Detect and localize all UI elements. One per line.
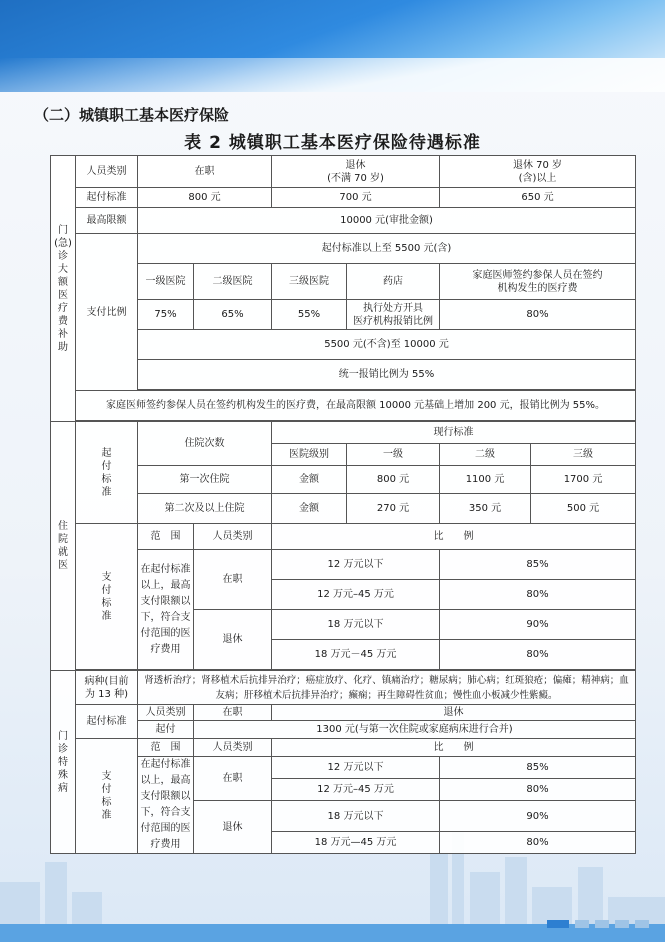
rate-row2: 80% [440,779,636,801]
scope-description: 在起付标准以上，最高支付限额以下，符合支付范围的医疗费用 [138,757,194,854]
band1-label: 起付标准以上至 5500 元(含) [138,234,636,264]
rate-level3: 55% [272,300,347,330]
range-row4: 18 万元－45 万元 [272,640,440,670]
rate-row1: 85% [440,550,636,580]
person-type-header: 人员类别 [138,705,194,721]
disease-list: 肾透析治疗；肾移植术后抗排异治疗；癌症放疗、化疗、镇痛治疗；糖尿病；肺心病；红斑狼疮；偏瘫；精神病；血友病；肝移植术后抗排异治疗；癫痫；再生障碍性贫血；慢性血小板减少性紫癜。 [138,671,636,705]
hospital-level-header: 医院级别 [272,444,347,466]
threshold-retired-under70: 700 元 [272,188,440,208]
range-row2: 12 万元–45 万元 [272,779,440,801]
first-level3-amount: 1700 元 [531,466,636,494]
start-label: 起付 [138,721,194,739]
section1-label: 门 (急) 诊 大 额 医 疗 费 补 助 [51,156,76,422]
retired-label: 退休 [194,610,272,670]
scope-header: 范 围 [138,739,194,757]
in-service-header: 在职 [194,705,272,721]
first-level1-amount: 800 元 [347,466,440,494]
page-dot [575,920,589,928]
range-row1: 12 万元以下 [272,550,440,580]
scope-description: 在起付标准以上，最高支付限额以下，符合支付范围的医疗费用 [138,550,194,670]
rate-pharmacy: 执行处方开具 医疗机构报销比例 [347,300,440,330]
admission-count-header: 住院次数 [138,422,272,466]
retired-label: 退休 [194,801,272,854]
in-service-label: 在职 [194,757,272,801]
level1-header: 一级 [347,444,440,466]
table-title: 表 2 城镇职工基本医疗保险待遇标准 [184,133,481,153]
retired-70plus-header: 退休 70 岁 (含)以上 [440,156,636,188]
amount-label: 金额 [272,494,347,524]
page-dot [635,920,649,928]
retired-under70-header: 退休 (不满 70 岁) [272,156,440,188]
rate-row1: 85% [440,757,636,779]
threshold-in-service: 800 元 [138,188,272,208]
current-standard-header: 现行标准 [272,422,636,444]
section3-label: 门 诊 特 殊 病 [51,671,76,854]
rate-level1: 75% [138,300,194,330]
outpatient-threshold-label: 起付标准 [76,705,138,739]
top-band-highlight [0,58,665,92]
page-indicator [547,920,649,928]
scope-header: 范 围 [138,524,194,550]
family-doctor-header: 家庭医师签约参保人员在签约 机构发生的医疗费 [440,264,636,300]
range-row3: 18 万元以下 [272,801,440,832]
range-row3: 18 万元以下 [272,610,440,640]
band2-rate: 统一报销比例为 55% [138,360,636,390]
payment-ratio-label: 支付比例 [76,234,138,391]
in-service-header: 在职 [138,156,272,188]
page-dot-active [547,920,569,928]
pharmacy-header: 药店 [347,264,440,300]
first-level2-amount: 1100 元 [440,466,531,494]
section2-label: 住 院 就 医 [51,422,76,671]
threshold-retired-70plus: 650 元 [440,188,636,208]
start-value: 1300 元(与第一次住院或家庭病床进行合并) [194,721,636,739]
hospital-level3: 三级医院 [272,264,347,300]
in-service-label: 在职 [194,550,272,610]
person-type-header: 人员类别 [194,739,272,757]
retired-header: 退休 [272,705,636,721]
page-dot [595,920,609,928]
rate-family-doctor: 80% [440,300,636,330]
second-level3-amount: 500 元 [531,494,636,524]
hospital-level1: 一级医院 [138,264,194,300]
level2-header: 二级 [440,444,531,466]
band2-label: 5500 元(不含)至 10000 元 [138,330,636,360]
range-row4: 18 万元—45 万元 [272,832,440,854]
second-level2-amount: 350 元 [440,494,531,524]
section-heading: （二）城镇职工基本医疗保险 [34,106,230,124]
level3-header: 三级 [531,444,636,466]
person-type-header: 人员类别 [194,524,272,550]
max-limit-label: 最高限额 [76,208,138,234]
person-type-header: 人员类别 [76,156,138,188]
disease-count-label: 病种(目前 为 13 种) [76,671,138,705]
page-dot [615,920,629,928]
family-doctor-note: 家庭医师签约参保人员在签约机构发生的医疗费，在最高限额 10000 元基础上增加 200 元，报销比例为 55%。 [76,391,636,421]
range-row2: 12 万元–45 万元 [272,580,440,610]
amount-label: 金额 [272,466,347,494]
inpatient-threshold-label: 起 付 标 准 [76,422,138,524]
benefits-table [50,155,636,854]
ratio-header: 比 例 [272,739,636,757]
ratio-header: 比 例 [272,524,636,550]
inpatient-payment-label: 支 付 标 准 [76,524,138,670]
max-limit-value: 10000 元(审批金额) [138,208,636,234]
second-admission: 第二次及以上住院 [138,494,272,524]
outpatient-payment-label: 支 付 标 准 [76,739,138,854]
rate-row2: 80% [440,580,636,610]
threshold-label: 起付标准 [76,188,138,208]
range-row1: 12 万元以下 [272,757,440,779]
hospital-level2: 二级医院 [194,264,272,300]
rate-row4: 80% [440,640,636,670]
first-admission: 第一次住院 [138,466,272,494]
second-level1-amount: 270 元 [347,494,440,524]
rate-level2: 65% [194,300,272,330]
rate-row3: 90% [440,801,636,832]
rate-row4: 80% [440,832,636,854]
rate-row3: 90% [440,610,636,640]
